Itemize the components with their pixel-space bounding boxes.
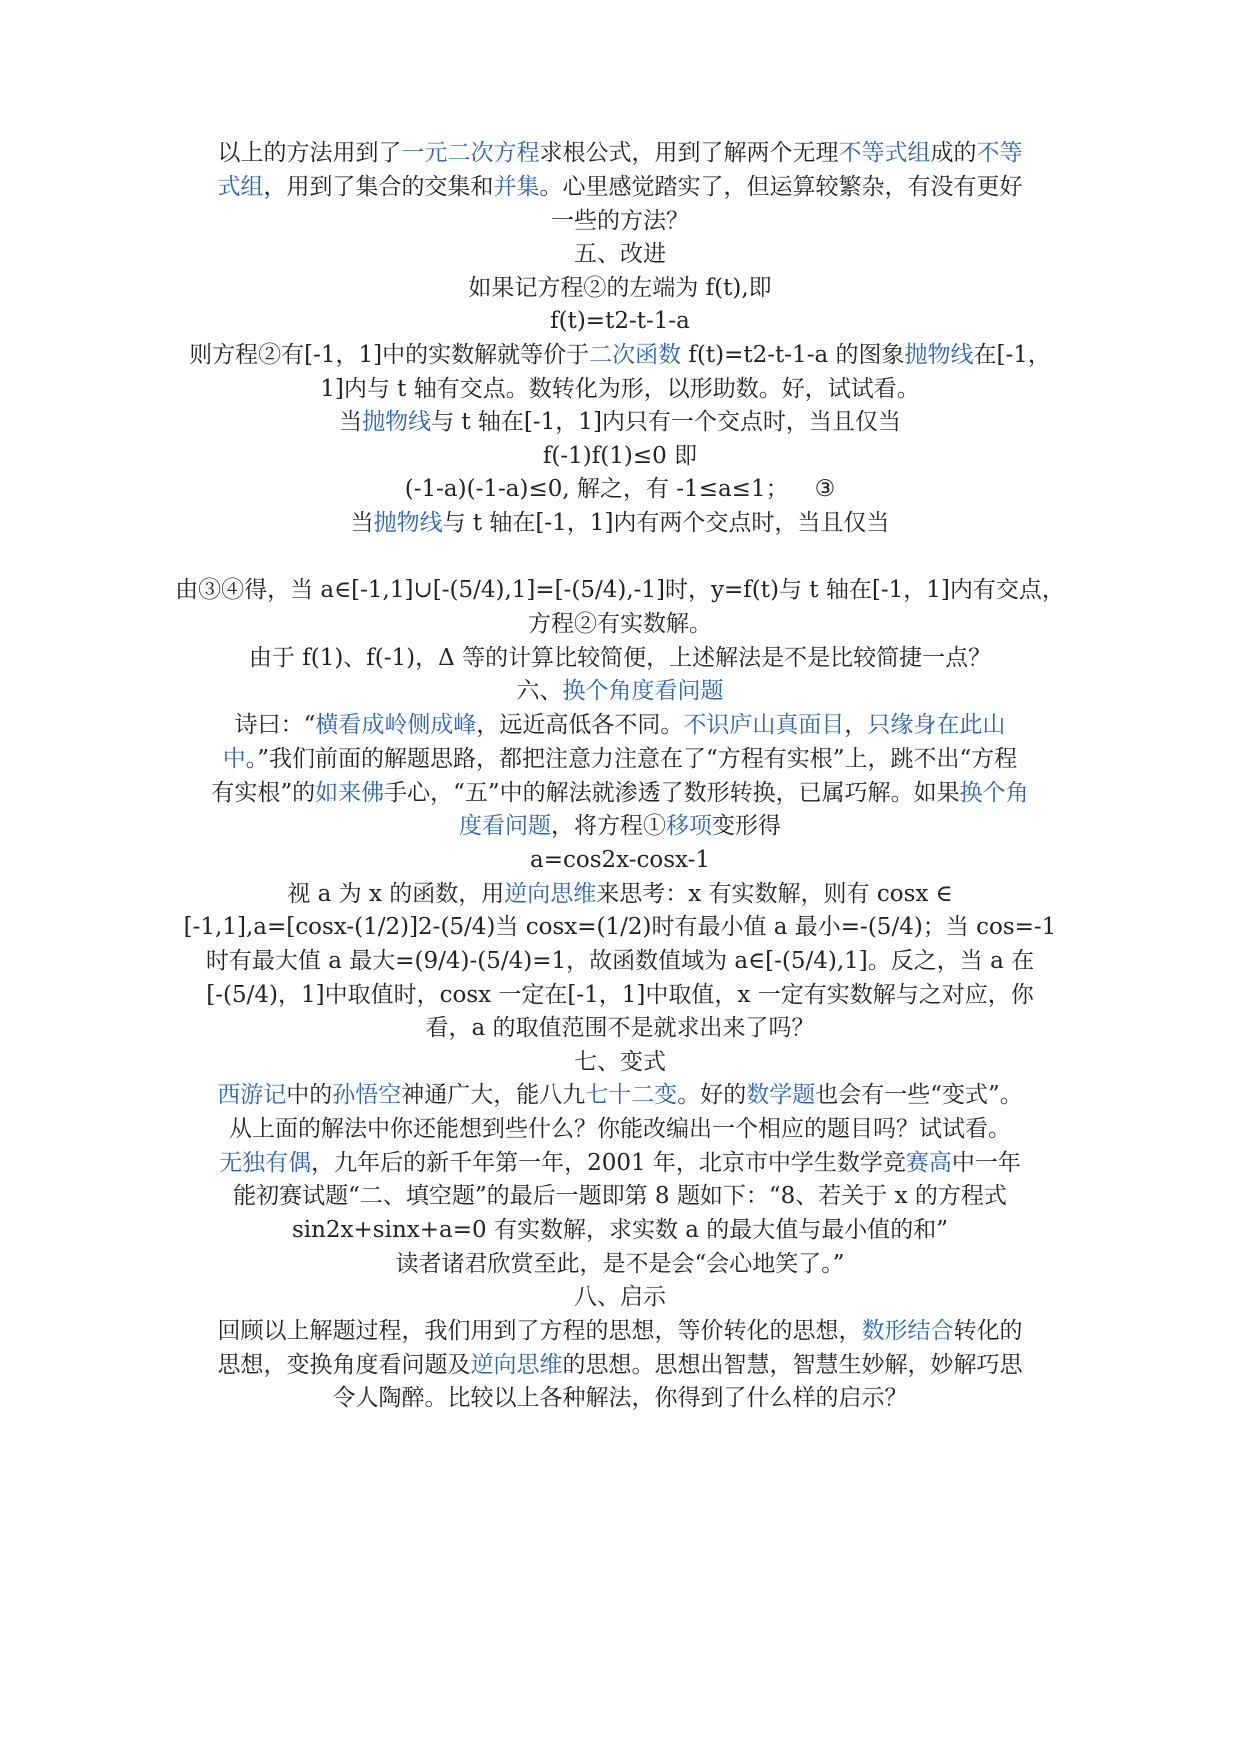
text-run: f(-1)f(1)≤0 即	[542, 443, 698, 469]
text-run: 转化的	[953, 1318, 1023, 1344]
wiki-link[interactable]: 二次函数	[589, 342, 682, 368]
text-run: ，九年后的新千年第一年，2001 年，北京市中学生数学竞	[311, 1150, 906, 1176]
wiki-link[interactable]: 抛物线	[373, 510, 443, 536]
wiki-link[interactable]: 不识庐山真面目	[683, 712, 845, 738]
wiki-link[interactable]: 西游记	[217, 1082, 287, 1108]
wiki-link[interactable]: 不等式组	[838, 140, 931, 166]
text-run: 看，a 的取值范围不是就求出来了吗？	[425, 1015, 815, 1041]
section-heading	[170, 1280, 1070, 1314]
text-run: 令人陶醉。比较以上各种解法，你得到了什么样的启示？	[332, 1385, 908, 1411]
wiki-link[interactable]: 只缘身在此山	[867, 712, 1006, 738]
text-run: ，将方程①	[551, 813, 666, 839]
paragraph-line	[170, 338, 1070, 372]
paragraph-line	[170, 1011, 1070, 1045]
paragraph-line	[170, 1078, 1070, 1112]
text-run: (-1-a)(-1-a)≤0, 解之，有 -1≤a≤1；	[404, 476, 789, 502]
text-run: 与 t 轴在[-1，1]内有两个交点时，当且仅当	[442, 510, 890, 536]
text-run: 中一年	[951, 1150, 1021, 1176]
wiki-link[interactable]: 逆向思维	[470, 1352, 563, 1378]
paragraph-line	[170, 607, 1070, 641]
text-run: 由于 f(1)、f(-1)，Δ 等的计算比较简便，上述解法是不是比较简捷一点？	[248, 645, 992, 671]
text-run: 思想，变换角度看问题及	[217, 1352, 471, 1378]
text-run: ，	[844, 712, 868, 738]
paragraph-line	[170, 944, 1070, 978]
text-run: 由③④得，当 a∈[-1,1]∪[-(5/4),1]=[-(5/4),-1]时，y=f(t)与 t 轴在[-1，1]内有交点，	[175, 577, 1065, 603]
wiki-link[interactable]: 抛物线	[904, 342, 974, 368]
text-run: f(t)=t2-t-1-a	[550, 308, 690, 334]
paragraph-line	[170, 573, 1070, 607]
text-run: ，远近高低各不同。	[476, 712, 684, 738]
text-run: 能初赛试题“二、填空题”的最后一题即第 8 题如下：“8、若关于 x 的方程式	[233, 1183, 1007, 1209]
paragraph-line	[170, 1146, 1070, 1180]
paragraph-line	[170, 506, 1070, 540]
paragraph-line	[170, 809, 1070, 843]
paragraph-line	[170, 1348, 1070, 1382]
text-run: [-1,1],a=[cosx-(1/2)]2-(5/4)当 cosx=(1/2)时有最小值 a 最小=-(5/4)；当 cos=-1	[183, 914, 1057, 940]
paragraph-line	[170, 1247, 1070, 1281]
wiki-link[interactable]: 移项	[666, 813, 712, 839]
wiki-link[interactable]: 孙悟空	[332, 1082, 402, 1108]
text-run: 视 a 为 x 的函数，用	[287, 881, 505, 907]
text-run: 神通广大，能八九	[401, 1082, 586, 1108]
text-run: 当	[350, 510, 374, 536]
paragraph-line	[170, 1314, 1070, 1348]
text-run: 的思想。思想出智慧，智慧生妙解，妙解巧思	[562, 1352, 1023, 1378]
text-run: 回顾以上解题过程，我们用到了方程的思想，等价转化的思想，	[217, 1318, 862, 1344]
section-heading	[170, 1045, 1070, 1079]
wiki-link[interactable]: 逆向思维	[504, 881, 597, 907]
text-run: 从上面的解法中你还能想到些什么？你能改编出一个相应的题目吗？试试看。	[229, 1116, 1011, 1142]
paragraph-line	[170, 742, 1070, 776]
wiki-link[interactable]: 数形结合	[861, 1318, 954, 1344]
paragraph-line	[170, 405, 1070, 439]
text-run: 以上的方法用到了	[217, 140, 402, 166]
text-run: 1]内与 t 轴有交点。数转化为形，以形助数。好，试试看。	[320, 376, 920, 402]
text-run: ，用到了集合的交集和	[263, 174, 494, 200]
text-run: 诗曰：“	[234, 712, 316, 738]
paragraph-line	[170, 1213, 1070, 1247]
paragraph-line	[170, 170, 1070, 204]
wiki-link[interactable]: 数学题	[746, 1082, 816, 1108]
paragraph-line	[170, 708, 1070, 742]
wiki-link[interactable]: 换个角度看问题	[562, 678, 724, 704]
text-run: 六、	[516, 678, 563, 704]
paragraph-line	[170, 877, 1070, 911]
wiki-link[interactable]: 赛	[905, 1150, 929, 1176]
wiki-link[interactable]: 横看成岭侧成峰	[315, 712, 477, 738]
text-run: 七、变式	[574, 1049, 666, 1075]
text-run: 。”我们前面的解题思路，都把注意力注意在了“方程有实根”上，跳不出“方程	[245, 746, 1018, 772]
text-run: 有实根”的	[211, 780, 316, 806]
wiki-link[interactable]: 高	[928, 1150, 952, 1176]
text-run: f(t)=t2-t-1-a 的图象	[681, 342, 905, 368]
text-run: 在[-1，	[973, 342, 1051, 368]
paragraph-line	[170, 271, 1070, 305]
text-run: 五、改进	[574, 241, 666, 267]
wiki-link[interactable]: 换个角	[959, 780, 1029, 806]
paragraph-line	[170, 843, 1070, 877]
text-run: a=cos2x-cosx-1	[530, 847, 710, 873]
wiki-link[interactable]: 中	[222, 746, 246, 772]
text-run: 当	[339, 409, 363, 435]
wiki-link[interactable]: 度看问题	[459, 813, 551, 839]
wiki-link[interactable]: 并集	[493, 174, 540, 200]
wiki-link[interactable]: 不等	[976, 140, 1023, 166]
text-run: 变形得	[712, 813, 781, 839]
wiki-link[interactable]: 抛物线	[362, 409, 432, 435]
text-run: 。心里感觉踏实了，但运算较繁杂，有没有更好	[539, 174, 1023, 200]
paragraph-line	[170, 472, 1070, 506]
text-run: 方程②有实数解。	[528, 611, 712, 637]
paragraph-line	[170, 776, 1070, 810]
text-run: 则方程②有[-1，1]中的实数解就等价于	[189, 342, 590, 368]
paragraph-line	[170, 304, 1070, 338]
paragraph-line	[170, 1179, 1070, 1213]
text-run: [-(5/4)，1]中取值时，cosx 一定在[-1，1]中取值，x 一定有实数解与之对应，你	[206, 982, 1034, 1008]
paragraph-line	[170, 1112, 1070, 1146]
text-run: 手心，“五”中的解法就渗透了数形转换，已属巧解。如果	[384, 780, 960, 806]
wiki-link[interactable]: 式组	[217, 174, 264, 200]
section-heading	[170, 674, 1070, 708]
paragraph-line	[170, 136, 1070, 170]
paragraph-line	[170, 204, 1070, 238]
text-run: 八、启示	[574, 1284, 666, 1310]
equation-number: ③	[814, 476, 836, 502]
text-run: 如果记方程②的左端为 f(t),即	[468, 275, 772, 301]
text-run: 也会有一些“变式”。	[815, 1082, 1023, 1108]
text-run: 中的	[286, 1082, 333, 1108]
wiki-link[interactable]: 如来佛	[315, 780, 385, 806]
text-run: 成的	[930, 140, 977, 166]
paragraph-line	[170, 641, 1070, 675]
wiki-link[interactable]: 七十二变	[585, 1082, 678, 1108]
text-run: 时有最大值 a 最大=(9/4)-(5/4)=1，故函数值域为 a∈[-(5/4),1]。反之，当 a 在	[205, 948, 1035, 974]
wiki-link[interactable]: 无独有偶	[219, 1150, 312, 1176]
paragraph-line	[170, 372, 1070, 406]
section-heading	[170, 237, 1070, 271]
text-run: 读者诸君欣赏至此，是不是会“会心地笑了。”	[395, 1251, 845, 1277]
text-run: 一些的方法？	[551, 208, 689, 234]
text-run: 。好的	[677, 1082, 747, 1108]
text-run: 来思考：x 有实数解，则有 cosx ∈	[596, 881, 953, 907]
paragraph-line	[170, 910, 1070, 944]
paragraph-line	[170, 1381, 1070, 1415]
text-run: sin2x+sinx+a=0 有实数解，求实数 a 的最大值与最小值的和”	[291, 1217, 949, 1243]
text-run: 求根公式，用到了解两个无理	[539, 140, 839, 166]
paragraph-line	[170, 978, 1070, 1012]
wiki-link[interactable]: 一元二次方程	[401, 140, 540, 166]
paragraph-line	[170, 439, 1070, 473]
text-run: 与 t 轴在[-1，1]内只有一个交点时，当且仅当	[431, 409, 901, 435]
